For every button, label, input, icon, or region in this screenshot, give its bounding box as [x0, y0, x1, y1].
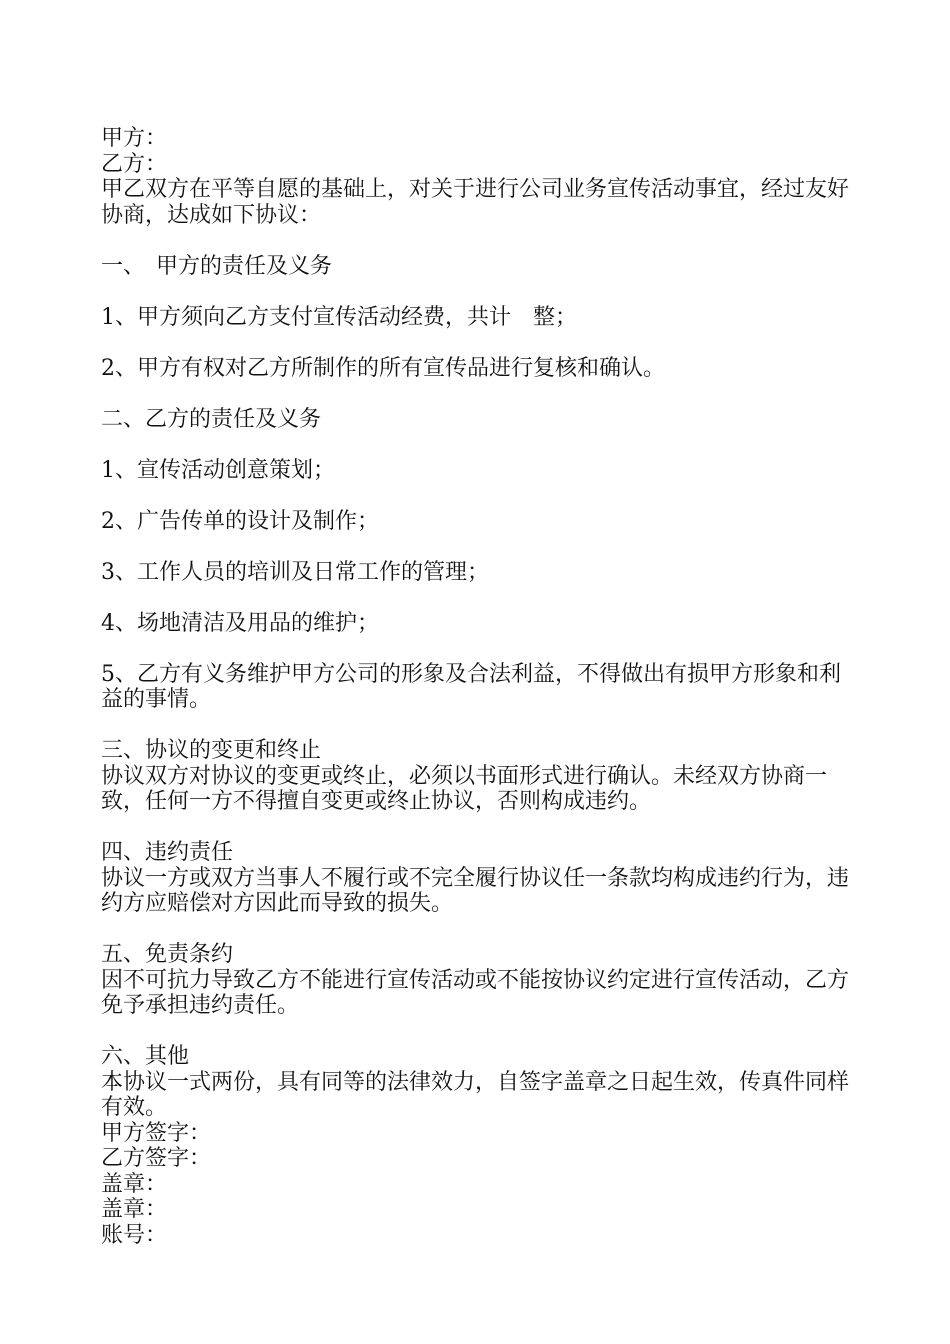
party-b-signature-label: 乙方签字： [101, 1146, 212, 1171]
seal-label: 盖章： [101, 1197, 168, 1222]
section-6-title: 六、其他 [101, 1044, 190, 1069]
section-5-title: 五、免责条约 [101, 942, 234, 967]
section-2-item: 4、场地清洁及用品的维护； [101, 610, 379, 636]
section-2-title: 二、乙方的责任及义务 [101, 406, 322, 432]
section-2-item: 2、广告传单的设计及制作； [101, 508, 379, 534]
section-3-body: 协议双方对协议的变更或终止，必须以书面形式进行确认。未经双方协商一致，任何一方不得擅自变更或终止协议，否则构成违约。 [101, 763, 828, 814]
party-b-label: 乙方： [101, 151, 168, 177]
section-1-item: 1、甲方须向乙方支付宣传活动经费，共计 整； [101, 304, 577, 330]
section-1-item: 2、甲方有权对乙方所制作的所有宣传品进行复核和确认。 [101, 355, 665, 381]
section-2-item: 3、工作人员的培训及日常工作的管理； [101, 559, 489, 585]
section-2-item: 5、乙方有义务维护甲方公司的形象及合法利益，不得做出有损甲方形象和利益的事情。 [101, 661, 841, 712]
section-4-body: 协议一方或双方当事人不履行或不完全履行协议任一条款均构成违约行为，违约方应赔偿对方因此而导致的损失。 [101, 865, 850, 916]
section-1-title: 一、 甲方的责任及义务 [101, 253, 333, 279]
intro-paragraph: 甲乙双方在平等自愿的基础上，对关于进行公司业务宣传活动事宜，经过友好协商，达成如下协议： [101, 177, 850, 228]
seal-label: 盖章： [101, 1171, 168, 1197]
section-2-item: 1、宣传活动创意策划； [101, 457, 335, 483]
section-6-body: 本协议一式两份，具有同等的法律效力，自签字盖章之日起生效，传真件同样有效。 [101, 1069, 850, 1120]
agreement-document [101, 126, 861, 1248]
section-5-body: 因不可抗力导致乙方不能进行宣传活动或不能按协议约定进行宣传活动，乙方免予承担违约责任。 [101, 967, 850, 1018]
party-a-signature-label: 甲方签字： [101, 1120, 212, 1146]
section-3-title: 三、协议的变更和终止 [101, 738, 322, 763]
party-a-label: 甲方： [101, 126, 168, 151]
section-4-title: 四、违约责任 [101, 840, 234, 865]
account-label: 账号： [101, 1222, 168, 1248]
